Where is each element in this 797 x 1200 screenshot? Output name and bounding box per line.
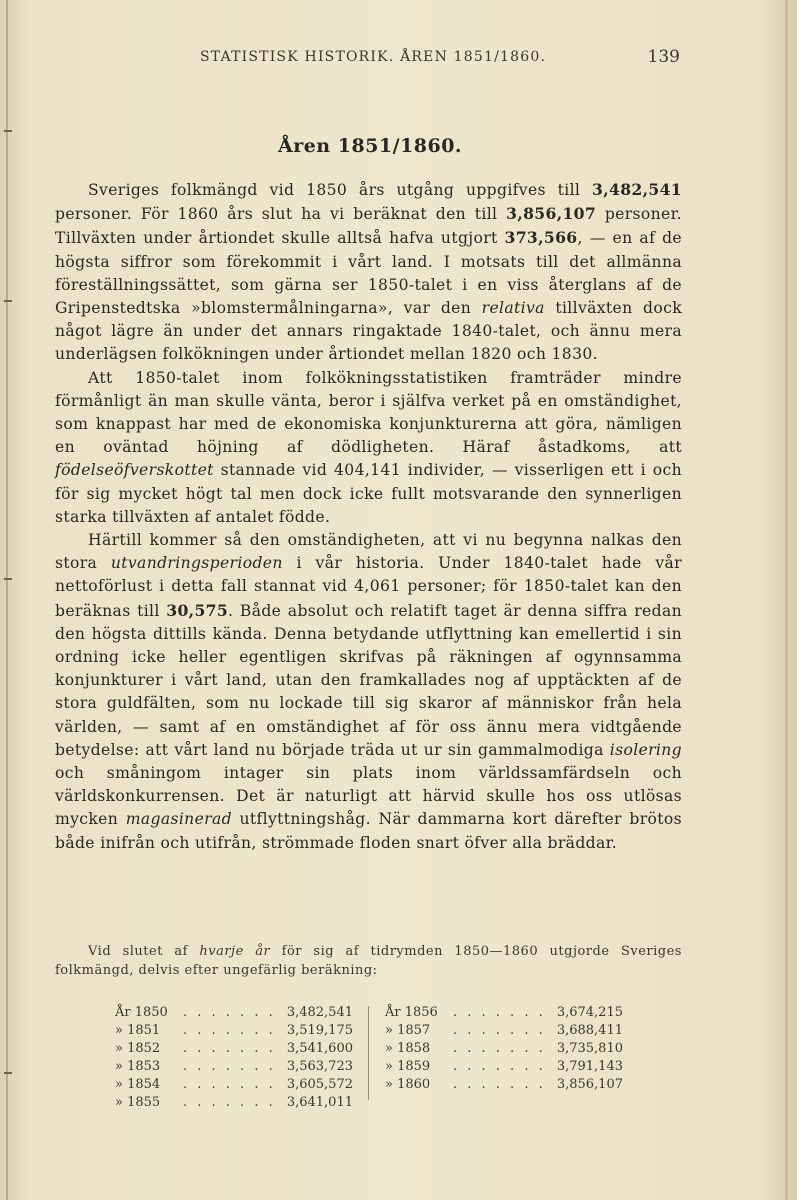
leader-dots: . . . . . . . <box>183 1077 276 1092</box>
year-label: » 1852 <box>115 1041 161 1056</box>
population-value: 3,674,215 <box>556 1005 623 1020</box>
population-value: 3,563,723 <box>286 1059 353 1074</box>
leader-dots: . . . . . . . <box>453 1077 546 1092</box>
population-value: 3,605,572 <box>286 1077 353 1092</box>
italic-term: magasinerad <box>125 810 232 829</box>
paragraph-1 <box>55 178 682 367</box>
text-run: personer. För 1860 års slut ha vi beräknat den till <box>55 205 507 224</box>
text-run: och småningom intager sin plats inom världssamfärdseln och världskonkurrensen. Det är naturligt att härvid skulle hos oss utlösas mycken <box>55 764 682 829</box>
column-divider <box>368 1006 369 1100</box>
year-label: År 1850 <box>115 1005 168 1020</box>
leader-dots: . . . . . . . <box>183 1005 276 1020</box>
year-label: » 1855 <box>115 1095 161 1110</box>
table-column-right <box>385 1004 623 1094</box>
table-row <box>115 1004 353 1022</box>
text-run: utflyttningshåg. När dammarna kort därefter brötos både inifrån och utifrån, strömmade floden snart öfver alla bräddar. <box>55 810 682 852</box>
table-column-left <box>115 1004 353 1112</box>
paragraph-2 <box>55 367 682 529</box>
text-run: för sig af tidrymden 1850—1860 utgjorde Sveriges folkmängd, delvis efter ungefärlig beräkning: <box>55 944 682 978</box>
text-run: Sveriges folkmängd vid 1850 års utgång uppgifves till <box>88 181 593 199</box>
running-header <box>200 49 680 69</box>
population-value: 3,856,107 <box>556 1077 623 1092</box>
year-label: » 1854 <box>115 1077 161 1092</box>
italic-term: hvarje år <box>199 944 271 959</box>
text-run: i vår historia. Under 1840-talet hade vår nettoförlust i detta fall stannat vid 4,061 personer; för 1850-talet kan den beräknas till <box>55 554 682 620</box>
text-run: . Både absolut och relatift taget är denna siffra redan den högsta dittills kända. Denna betydande utflyttning kan emellertid i sin ordning icke heller egentligen skrifvas på räkningen af ogynnsamma konjunkturer i vårt land, utan den framkallades nog af upptäckten af de stora guldfälten, som nu lockade till sig skaror af människor från hela världen, — samt af en omständighet af för oss ännu mera vidtgående betydelse: att vårt land nu började träda ut ur sin gammalmodiga <box>55 601 682 759</box>
margin-mark <box>4 300 12 302</box>
italic-term: födelseöfverskottet <box>55 461 214 480</box>
year-label: » 1857 <box>385 1023 431 1038</box>
paragraph-3 <box>55 529 682 855</box>
table-row <box>115 1076 353 1094</box>
population-value: 3,482,541 <box>286 1005 353 1020</box>
table-row <box>385 1004 623 1022</box>
text-run: stannade vid 404,141 individer, — visserligen ett i och för sig mycket högt tal men dock icke fullt motsvarande den synnerligen starka tillväxten af antalet födde. <box>55 461 682 526</box>
population-value: 3,791,143 <box>556 1059 623 1074</box>
leader-dots: . . . . . . . <box>183 1041 276 1056</box>
year-label: » 1859 <box>385 1059 431 1074</box>
leader-dots: . . . . . . . <box>453 1041 546 1056</box>
leader-dots: . . . . . . . <box>183 1059 276 1074</box>
table-row <box>115 1040 353 1058</box>
page-number: 139 <box>647 47 680 67</box>
population-value: 3,735,810 <box>556 1041 623 1056</box>
text-run: Att 1850-talet inom folkökningsstatistiken framträder mindre förmånligt än man skulle vänta, beror i själfva verket på en omständighet, som knappast har med de ekonomiska konjunkturerna att göra, nämligen en oväntad höjning af dödligheten. Häraf åstadkoms, att <box>55 368 682 457</box>
table-row <box>115 1022 353 1040</box>
leader-dots: . . . . . . . <box>453 1005 546 1020</box>
leader-dots: . . . . . . . <box>183 1023 276 1038</box>
margin-mark <box>4 1072 12 1074</box>
table-row <box>385 1022 623 1040</box>
text-run: Vid slutet af <box>88 944 200 959</box>
text-run: tillväxten dock något lägre än under det annars ringaktade 1840-talet, och ännu mera underlägsen folkökningen under årtiondet mellan 1820 och 1830. <box>55 299 682 364</box>
year-label: » 1851 <box>115 1023 161 1038</box>
margin-mark <box>4 578 12 580</box>
leader-dots: . . . . . . . <box>183 1095 276 1110</box>
text-run: , — en af de högsta siffror som förekommit i vårt land. I motsats till det allmänna föreställningssättet, som gärna ser 1850-talet i en viss återglans af de Gripenstedtska »blomstermålningarna», var den <box>55 229 682 318</box>
paragraph-4 <box>55 942 682 980</box>
margin-mark <box>4 130 12 132</box>
text-run: personer. Tillväxten under årtiondet skulle alltså hafva utgjort <box>55 205 682 248</box>
body-text <box>55 178 682 855</box>
text-run: Härtill kommer så den omständigheten, att vi nu begynna nalkas den stora <box>55 531 682 573</box>
emphasized-number: 3,482,541 <box>592 180 682 199</box>
running-title: STATISTISK HISTORIK. ÅREN 1851/1860. <box>200 49 547 65</box>
leader-dots: . . . . . . . <box>453 1059 546 1074</box>
section-title: Åren 1851/1860. <box>277 135 463 157</box>
italic-term: utvandringsperioden <box>110 554 283 573</box>
leader-dots: . . . . . . . <box>453 1023 546 1038</box>
population-value: 3,641,011 <box>286 1095 353 1110</box>
year-label: År 1856 <box>385 1005 438 1020</box>
table-row <box>115 1058 353 1076</box>
table-row <box>385 1058 623 1076</box>
year-label: » 1860 <box>385 1077 431 1092</box>
table-row <box>385 1040 623 1058</box>
population-value: 3,688,411 <box>556 1023 623 1038</box>
population-value: 3,541,600 <box>286 1041 353 1056</box>
binding-gutter <box>6 0 8 1200</box>
emphasized-number: 30,575 <box>166 600 229 620</box>
table-row <box>115 1094 353 1112</box>
emphasized-number: 373,566 <box>504 228 578 248</box>
year-label: » 1858 <box>385 1041 431 1056</box>
population-value: 3,519,175 <box>286 1023 353 1038</box>
page-edge <box>785 0 788 1200</box>
table-row <box>385 1076 623 1094</box>
year-label: » 1853 <box>115 1059 161 1074</box>
emphasized-number: 3,856,107 <box>506 204 597 224</box>
italic-term: isolering <box>609 740 682 759</box>
italic-term: relativa <box>481 299 545 318</box>
table-intro <box>55 942 682 980</box>
